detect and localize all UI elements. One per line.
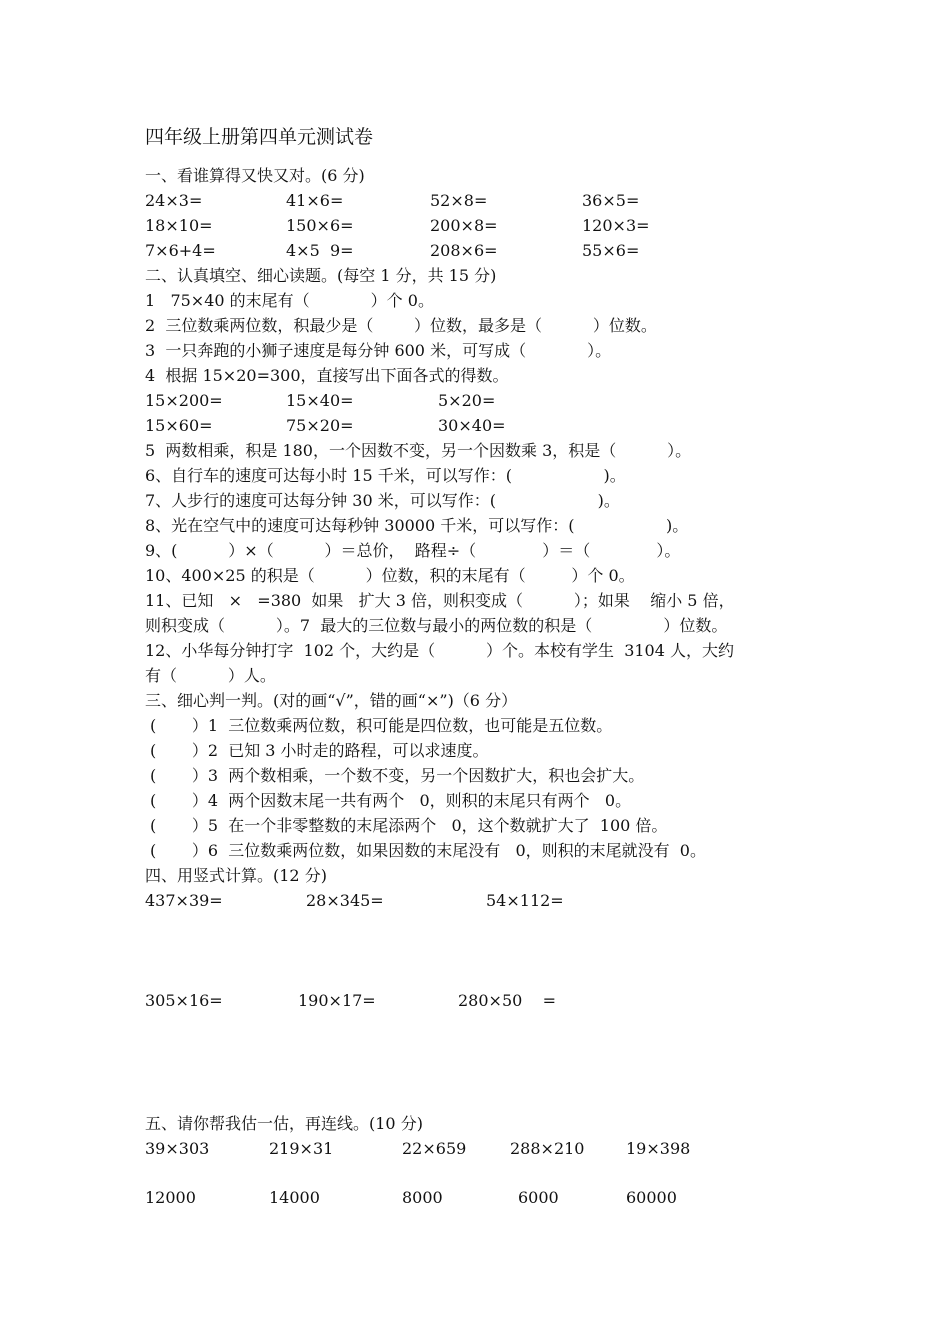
s3-item-5: ( ）5 在一个非零整数的末尾添两个 0，这个数就扩大了 100 倍。 — [150, 816, 668, 835]
s2-q4-r2-c1: 15×60= — [145, 416, 213, 435]
s1-r3-c3: 208×6= — [430, 241, 498, 260]
s5-expr-2: 219×31 — [269, 1139, 334, 1158]
s5-value-4: 6000 — [518, 1188, 559, 1207]
s2-q5: 5 两数相乘，积是 180，一个因数不变，另一个因数乘 3，积是（ ）。 — [145, 441, 692, 460]
s5-value-2: 14000 — [269, 1188, 320, 1207]
s4-r2-c1: 305×16= — [145, 991, 223, 1010]
section-5-heading: 五、请你帮我估一估，再连线。(10 分) — [145, 1114, 423, 1133]
s3-item-2: ( ）2 已知 3 小时走的路程，可以求速度。 — [150, 741, 489, 760]
s4-r2-c3: 280×50 = — [458, 991, 557, 1010]
s2-q8: 8、光在空气中的速度可达每秒钟 30000 千米，可以写作：( )。 — [145, 516, 689, 535]
s5-expr-4: 288×210 — [510, 1139, 585, 1158]
s2-q4-r1-c3: 5×20= — [438, 391, 496, 410]
s1-r2-c2: 150×6= — [286, 216, 354, 235]
s1-r3-c4: 55×6= — [582, 241, 640, 260]
s1-r2-c3: 200×8= — [430, 216, 498, 235]
s5-expr-3: 22×659 — [402, 1139, 467, 1158]
s2-q4-r1-c2: 15×40= — [286, 391, 354, 410]
s2-q4-r2-c2: 75×20= — [286, 416, 354, 435]
s2-q2: 2 三位数乘两位数，积最少是（ ）位数，最多是（ ）位数。 — [145, 316, 657, 335]
s2-q1: 1 75×40 的末尾有（ ）个 0。 — [145, 291, 434, 310]
section-4-heading: 四、用竖式计算。(12 分) — [145, 866, 327, 885]
s5-value-3: 8000 — [402, 1188, 443, 1207]
s1-r1-c3: 52×8= — [430, 191, 488, 210]
s1-r2-c4: 120×3= — [582, 216, 650, 235]
s1-r1-c4: 36×5= — [582, 191, 640, 210]
s3-item-3: ( ）3 两个数相乘，一个数不变，另一个因数扩大，积也会扩大。 — [150, 766, 645, 785]
page-title: 四年级上册第四单元测试卷 — [145, 126, 374, 148]
s2-q4: 4 根据 15×20=300，直接写出下面各式的得数。 — [145, 366, 509, 385]
s2-q4-r2-c3: 30×40= — [438, 416, 506, 435]
s2-q12-cont: 有（ ）人。 — [145, 666, 276, 685]
s4-r1-c3: 54×112= — [486, 891, 564, 910]
s3-item-4: ( ）4 两个因数末尾一共有两个 0，则积的末尾只有两个 0。 — [150, 791, 632, 810]
s4-r2-c2: 190×17= — [298, 991, 376, 1010]
s1-r3-c2: 4×5 9= — [286, 241, 354, 260]
s5-expr-5: 19×398 — [626, 1139, 691, 1158]
section-3-heading: 三、细心判一判。(对的画“√”，错的画“×”)（6 分） — [145, 691, 518, 710]
s1-r1-c1: 24×3= — [145, 191, 203, 210]
s2-q12: 12、小华每分钟打字 102 个，大约是（ ）个。本校有学生 3104 人，大约 — [145, 641, 734, 660]
s1-r1-c2: 41×6= — [286, 191, 344, 210]
s2-q10: 10、400×25 的积是（ ）位数，积的末尾有（ ）个 0。 — [145, 566, 635, 585]
s2-q4-r1-c1: 15×200= — [145, 391, 223, 410]
s2-q7: 7、人步行的速度可达每分钟 30 米，可以写作：( )。 — [145, 491, 620, 510]
s5-value-1: 12000 — [145, 1188, 196, 1207]
s5-expr-1: 39×303 — [145, 1139, 210, 1158]
s2-q3: 3 一只奔跑的小狮子速度是每分钟 600 米，可写成（ ）。 — [145, 341, 612, 360]
s1-r2-c1: 18×10= — [145, 216, 213, 235]
section-1-heading: 一、看谁算得又快又对。(6 分) — [145, 166, 365, 185]
s2-q11: 11、已知 × =380 如果 扩大 3 倍，则积变成（ ）；如果 缩小 5 倍， — [145, 591, 735, 610]
s2-q9: 9、( ）×（ ）＝总价， 路程÷（ ）＝（ ）。 — [145, 541, 681, 560]
s4-r1-c1: 437×39= — [145, 891, 223, 910]
s2-q11-cont: 则积变成（ ）。7 最大的三位数与最小的两位数的积是（ ）位数。 — [145, 616, 728, 635]
s5-value-5: 60000 — [626, 1188, 677, 1207]
section-2-heading: 二、认真填空、细心读题。(每空 1 分，共 15 分) — [145, 266, 497, 285]
s3-item-1: ( ）1 三位数乘两位数，积可能是四位数，也可能是五位数。 — [150, 716, 613, 735]
s3-item-6: ( ）6 三位数乘两位数，如果因数的末尾没有 0，则积的末尾就没有 0。 — [150, 841, 706, 860]
s2-q6: 6、自行车的速度可达每小时 15 千米，可以写作：( )。 — [145, 466, 626, 485]
s1-r3-c1: 7×6+4= — [145, 241, 216, 260]
s4-r1-c2: 28×345= — [306, 891, 384, 910]
